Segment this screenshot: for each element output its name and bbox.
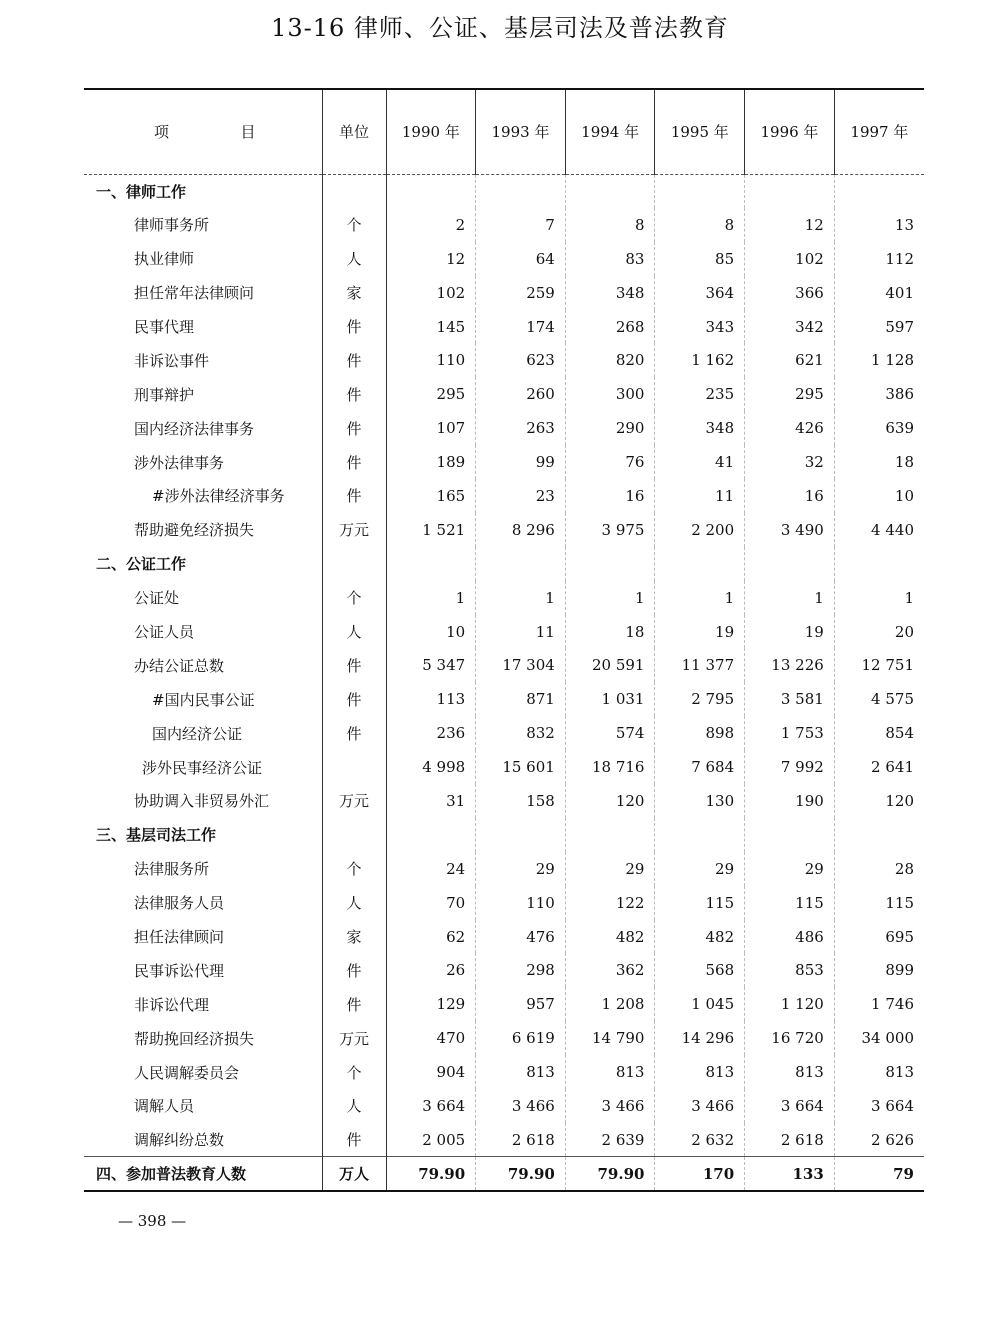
cell-value: 813 xyxy=(655,1055,745,1089)
table-row xyxy=(84,411,924,445)
cell-value: 259 xyxy=(476,276,566,310)
row-label: 调解纠纷总数 xyxy=(134,1131,225,1150)
cell-value: 79.90 xyxy=(565,1157,655,1191)
cell-value: 3 664 xyxy=(834,1089,924,1123)
row-label: 帮助挽回经济损失 xyxy=(134,1029,255,1048)
row-unit xyxy=(322,818,386,852)
cell-value xyxy=(655,174,745,208)
cell-value: 15 601 xyxy=(476,750,566,784)
row-unit: 件 xyxy=(322,682,386,716)
row-unit: 家 xyxy=(322,920,386,954)
cell-value: 621 xyxy=(745,343,835,377)
row-label: 涉外法律事务 xyxy=(134,453,225,472)
cell-value: 1 xyxy=(386,581,476,615)
cell-value: 16 xyxy=(745,479,835,513)
cell-value: 482 xyxy=(565,920,655,954)
cell-value: 189 xyxy=(386,445,476,479)
cell-value: 18 716 xyxy=(565,750,655,784)
cell-value: 115 xyxy=(834,886,924,920)
cell-value: 364 xyxy=(655,276,745,310)
cell-value: 639 xyxy=(834,411,924,445)
cell-value: 362 xyxy=(565,953,655,987)
cell-value: 813 xyxy=(834,1055,924,1089)
cell-value: 1 xyxy=(745,581,835,615)
row-unit: 件 xyxy=(322,377,386,411)
cell-value: 366 xyxy=(745,276,835,310)
header-item xyxy=(84,89,322,174)
row-unit xyxy=(322,547,386,581)
cell-value: 2 200 xyxy=(655,513,745,547)
cell-value: 3 490 xyxy=(745,513,835,547)
row-label: 国内经济法律事务 xyxy=(134,419,255,438)
cell-value xyxy=(565,547,655,581)
cell-value: 820 xyxy=(565,343,655,377)
cell-value: 31 xyxy=(386,784,476,818)
cell-value: 236 xyxy=(386,716,476,750)
cell-value: 170 xyxy=(655,1157,745,1191)
cell-value: 29 xyxy=(655,852,745,886)
table-row xyxy=(84,513,924,547)
header-year: 1990 年 xyxy=(386,89,476,174)
cell-value: 99 xyxy=(476,445,566,479)
cell-value: 13 xyxy=(834,208,924,242)
cell-value: 695 xyxy=(834,920,924,954)
cell-value: 102 xyxy=(386,276,476,310)
cell-value: 476 xyxy=(476,920,566,954)
table-row xyxy=(84,276,924,310)
row-unit: 件 xyxy=(322,953,386,987)
cell-value: 482 xyxy=(655,920,745,954)
cell-value: 260 xyxy=(476,377,566,411)
cell-value: 12 xyxy=(386,242,476,276)
cell-value: 1 162 xyxy=(655,343,745,377)
row-label: 调解人员 xyxy=(134,1097,195,1116)
cell-value: 85 xyxy=(655,242,745,276)
cell-value: 79.90 xyxy=(476,1157,566,1191)
row-label: 办结公证总数 xyxy=(134,656,225,675)
cell-value: 1 031 xyxy=(565,682,655,716)
cell-value: 957 xyxy=(476,987,566,1021)
cell-value: 11 377 xyxy=(655,648,745,682)
cell-value: 64 xyxy=(476,242,566,276)
row-unit: 件 xyxy=(322,648,386,682)
header-year: 1996 年 xyxy=(745,89,835,174)
cell-value: 295 xyxy=(745,377,835,411)
cell-value: 2 005 xyxy=(386,1123,476,1157)
row-unit: 个 xyxy=(322,581,386,615)
header-item-right: 目 xyxy=(240,123,256,142)
cell-value: 8 296 xyxy=(476,513,566,547)
page-number: — 398 — xyxy=(118,1212,187,1230)
cell-value: 19 xyxy=(655,615,745,649)
cell-value: 79.90 xyxy=(386,1157,476,1191)
cell-value: 1 128 xyxy=(834,343,924,377)
row-label: 公证人员 xyxy=(134,623,195,642)
cell-value: 2 618 xyxy=(745,1123,835,1157)
table-row xyxy=(84,242,924,276)
cell-value: 2 641 xyxy=(834,750,924,784)
cell-value: 898 xyxy=(655,716,745,750)
cell-value: 190 xyxy=(745,784,835,818)
table-row xyxy=(84,750,924,784)
cell-value: 29 xyxy=(745,852,835,886)
cell-value xyxy=(386,547,476,581)
cell-value: 386 xyxy=(834,377,924,411)
cell-value: 107 xyxy=(386,411,476,445)
row-unit: 万人 xyxy=(322,1157,386,1191)
cell-value: 62 xyxy=(386,920,476,954)
cell-value xyxy=(565,174,655,208)
row-unit: 人 xyxy=(322,886,386,920)
row-label: 法律服务人员 xyxy=(134,894,225,913)
row-unit xyxy=(322,750,386,784)
cell-value: 26 xyxy=(386,953,476,987)
cell-value: 120 xyxy=(834,784,924,818)
cell-value: 832 xyxy=(476,716,566,750)
cell-value: 110 xyxy=(476,886,566,920)
table-row xyxy=(84,343,924,377)
cell-value xyxy=(386,818,476,852)
cell-value: 290 xyxy=(565,411,655,445)
cell-value: 115 xyxy=(655,886,745,920)
row-unit xyxy=(322,174,386,208)
cell-value: 14 790 xyxy=(565,1021,655,1055)
table-row xyxy=(84,648,924,682)
cell-value: 18 xyxy=(565,615,655,649)
cell-value: 79 xyxy=(834,1157,924,1191)
cell-value: 2 xyxy=(386,208,476,242)
row-unit: 人 xyxy=(322,615,386,649)
cell-value xyxy=(655,547,745,581)
row-label: 帮助避免经济损失 xyxy=(134,521,255,540)
cell-value: 4 998 xyxy=(386,750,476,784)
cell-value: 2 795 xyxy=(655,682,745,716)
header-item-left: 项 xyxy=(154,123,170,142)
cell-value: 2 618 xyxy=(476,1123,566,1157)
section-row xyxy=(84,174,924,208)
cell-value: 2 632 xyxy=(655,1123,745,1157)
table-row xyxy=(84,682,924,716)
cell-value: 6 619 xyxy=(476,1021,566,1055)
row-label: #国内民事公证 xyxy=(152,690,255,709)
cell-value: 295 xyxy=(386,377,476,411)
cell-value: 263 xyxy=(476,411,566,445)
cell-value: 899 xyxy=(834,953,924,987)
row-label: 非诉讼代理 xyxy=(134,995,210,1014)
cell-value: 32 xyxy=(745,445,835,479)
row-label: 民事代理 xyxy=(134,318,195,336)
cell-value: 7 xyxy=(476,208,566,242)
row-unit: 个 xyxy=(322,208,386,242)
cell-value: 12 xyxy=(745,208,835,242)
cell-value: 3 975 xyxy=(565,513,655,547)
cell-value: 120 xyxy=(565,784,655,818)
cell-value: 16 xyxy=(565,479,655,513)
cell-value: 19 xyxy=(745,615,835,649)
cell-value: 1 xyxy=(834,581,924,615)
header-unit: 单位 xyxy=(322,89,386,174)
cell-value: 1 xyxy=(655,581,745,615)
cell-value: 871 xyxy=(476,682,566,716)
row-label: 担任常年法律顾问 xyxy=(134,284,255,303)
cell-value: 1 120 xyxy=(745,987,835,1021)
cell-value: 83 xyxy=(565,242,655,276)
row-label: 四、参加普法教育人数 xyxy=(84,1157,322,1191)
cell-value: 11 xyxy=(655,479,745,513)
row-unit: 件 xyxy=(322,716,386,750)
cell-value: 1 753 xyxy=(745,716,835,750)
cell-value: 7 684 xyxy=(655,750,745,784)
table-row xyxy=(84,852,924,886)
cell-value: 813 xyxy=(565,1055,655,1089)
cell-value: 129 xyxy=(386,987,476,1021)
row-unit: 万元 xyxy=(322,513,386,547)
cell-value: 20 xyxy=(834,615,924,649)
cell-value: 12 751 xyxy=(834,648,924,682)
cell-value: 158 xyxy=(476,784,566,818)
cell-value: 486 xyxy=(745,920,835,954)
cell-value: 4 440 xyxy=(834,513,924,547)
row-unit: 万元 xyxy=(322,1021,386,1055)
row-label: 一、律师工作 xyxy=(96,182,187,201)
header-year: 1997 年 xyxy=(834,89,924,174)
cell-value: 122 xyxy=(565,886,655,920)
cell-value: 268 xyxy=(565,310,655,344)
cell-value: 568 xyxy=(655,953,745,987)
row-unit: 家 xyxy=(322,276,386,310)
cell-value xyxy=(745,818,835,852)
cell-value: 813 xyxy=(476,1055,566,1089)
cell-value: 16 720 xyxy=(745,1021,835,1055)
cell-value: 1 208 xyxy=(565,987,655,1021)
cell-value: 11 xyxy=(476,615,566,649)
cell-value: 4 575 xyxy=(834,682,924,716)
cell-value: 29 xyxy=(565,852,655,886)
table-body xyxy=(84,174,924,1191)
cell-value: 3 466 xyxy=(655,1089,745,1123)
row-label: 协助调入非贸易外汇 xyxy=(134,792,270,811)
cell-value: 70 xyxy=(386,886,476,920)
cell-value xyxy=(476,174,566,208)
total-row xyxy=(84,1157,924,1191)
cell-value: 5 347 xyxy=(386,648,476,682)
table-row xyxy=(84,310,924,344)
cell-value: 597 xyxy=(834,310,924,344)
row-unit: 个 xyxy=(322,1055,386,1089)
table-row xyxy=(84,886,924,920)
section-row xyxy=(84,818,924,852)
row-unit: 人 xyxy=(322,242,386,276)
row-unit: 件 xyxy=(322,479,386,513)
row-unit: 件 xyxy=(322,445,386,479)
cell-value xyxy=(565,818,655,852)
table-row xyxy=(84,953,924,987)
cell-value: 348 xyxy=(565,276,655,310)
row-label: 国内经济公证 xyxy=(152,724,243,743)
row-label: 执业律师 xyxy=(134,250,195,269)
cell-value: 574 xyxy=(565,716,655,750)
cell-value: 343 xyxy=(655,310,745,344)
cell-value: 8 xyxy=(655,208,745,242)
cell-value: 102 xyxy=(745,242,835,276)
cell-value: 112 xyxy=(834,242,924,276)
cell-value: 342 xyxy=(745,310,835,344)
cell-value: 10 xyxy=(386,615,476,649)
cell-value xyxy=(386,174,476,208)
cell-value xyxy=(834,174,924,208)
table-row xyxy=(84,479,924,513)
cell-value: 1 045 xyxy=(655,987,745,1021)
cell-value: 14 296 xyxy=(655,1021,745,1055)
cell-value: 1 xyxy=(565,581,655,615)
cell-value: 2 639 xyxy=(565,1123,655,1157)
cell-value: 130 xyxy=(655,784,745,818)
cell-value: 3 664 xyxy=(745,1089,835,1123)
cell-value: 3 664 xyxy=(386,1089,476,1123)
cell-value: 854 xyxy=(834,716,924,750)
row-label: 非诉讼事件 xyxy=(134,351,210,370)
cell-value: 28 xyxy=(834,852,924,886)
cell-value: 29 xyxy=(476,852,566,886)
cell-value: 20 591 xyxy=(565,648,655,682)
cell-value xyxy=(745,174,835,208)
statistics-table xyxy=(84,88,924,1192)
table-row xyxy=(84,1055,924,1089)
cell-value: 426 xyxy=(745,411,835,445)
row-unit: 件 xyxy=(322,310,386,344)
cell-value: 623 xyxy=(476,343,566,377)
row-label: 三、基层司法工作 xyxy=(96,826,217,845)
header-year: 1994 年 xyxy=(565,89,655,174)
cell-value: 113 xyxy=(386,682,476,716)
table-row xyxy=(84,615,924,649)
cell-value: 300 xyxy=(565,377,655,411)
table-row xyxy=(84,1021,924,1055)
cell-value xyxy=(834,818,924,852)
table-row xyxy=(84,1123,924,1157)
row-label: 民事诉讼代理 xyxy=(134,961,225,980)
section-row xyxy=(84,547,924,581)
table-row xyxy=(84,377,924,411)
cell-value: 853 xyxy=(745,953,835,987)
cell-value: 17 304 xyxy=(476,648,566,682)
row-unit: 人 xyxy=(322,1089,386,1123)
cell-value: 115 xyxy=(745,886,835,920)
header-year: 1993 年 xyxy=(476,89,566,174)
cell-value: 1 xyxy=(476,581,566,615)
cell-value: 470 xyxy=(386,1021,476,1055)
cell-value: 3 581 xyxy=(745,682,835,716)
table-row xyxy=(84,208,924,242)
cell-value: 904 xyxy=(386,1055,476,1089)
cell-value: 2 626 xyxy=(834,1123,924,1157)
row-label: 二、公证工作 xyxy=(96,555,187,574)
row-unit: 件 xyxy=(322,343,386,377)
cell-value xyxy=(655,818,745,852)
row-unit: 个 xyxy=(322,852,386,886)
cell-value: 174 xyxy=(476,310,566,344)
cell-value: 813 xyxy=(745,1055,835,1089)
row-label: 法律服务所 xyxy=(134,860,210,879)
cell-value: 8 xyxy=(565,208,655,242)
table-row xyxy=(84,445,924,479)
row-label: 公证处 xyxy=(134,589,180,608)
cell-value: 235 xyxy=(655,377,745,411)
row-label: 刑事辩护 xyxy=(134,385,195,404)
cell-value xyxy=(745,547,835,581)
table-header xyxy=(84,89,924,174)
cell-value: 24 xyxy=(386,852,476,886)
cell-value xyxy=(476,547,566,581)
row-unit: 件 xyxy=(322,987,386,1021)
table-row xyxy=(84,784,924,818)
cell-value: 76 xyxy=(565,445,655,479)
cell-value: 3 466 xyxy=(476,1089,566,1123)
cell-value: 41 xyxy=(655,445,745,479)
row-unit: 件 xyxy=(322,411,386,445)
row-label: 人民调解委员会 xyxy=(134,1063,240,1082)
cell-value: 165 xyxy=(386,479,476,513)
cell-value: 10 xyxy=(834,479,924,513)
cell-value: 401 xyxy=(834,276,924,310)
cell-value: 1 521 xyxy=(386,513,476,547)
table-row xyxy=(84,1089,924,1123)
row-label: #涉外法律经济事务 xyxy=(152,487,285,506)
cell-value: 18 xyxy=(834,445,924,479)
row-label: 担任法律顾问 xyxy=(134,928,225,947)
cell-value: 133 xyxy=(745,1157,835,1191)
cell-value xyxy=(476,818,566,852)
table-row xyxy=(84,920,924,954)
cell-value: 110 xyxy=(386,343,476,377)
cell-value: 1 746 xyxy=(834,987,924,1021)
cell-value: 23 xyxy=(476,479,566,513)
cell-value: 3 466 xyxy=(565,1089,655,1123)
header-year: 1995 年 xyxy=(655,89,745,174)
cell-value: 348 xyxy=(655,411,745,445)
row-label: 律师事务所 xyxy=(134,216,210,235)
row-unit: 件 xyxy=(322,1123,386,1157)
row-unit: 万元 xyxy=(322,784,386,818)
page-title: 13-16 律师、公证、基层司法及普法教育 xyxy=(271,14,729,42)
table-row xyxy=(84,581,924,615)
table-row xyxy=(84,987,924,1021)
cell-value xyxy=(834,547,924,581)
cell-value: 7 992 xyxy=(745,750,835,784)
cell-value: 145 xyxy=(386,310,476,344)
cell-value: 298 xyxy=(476,953,566,987)
row-label: 涉外民事经济公证 xyxy=(142,758,263,777)
cell-value: 13 226 xyxy=(745,648,835,682)
table-row xyxy=(84,716,924,750)
cell-value: 34 000 xyxy=(834,1021,924,1055)
